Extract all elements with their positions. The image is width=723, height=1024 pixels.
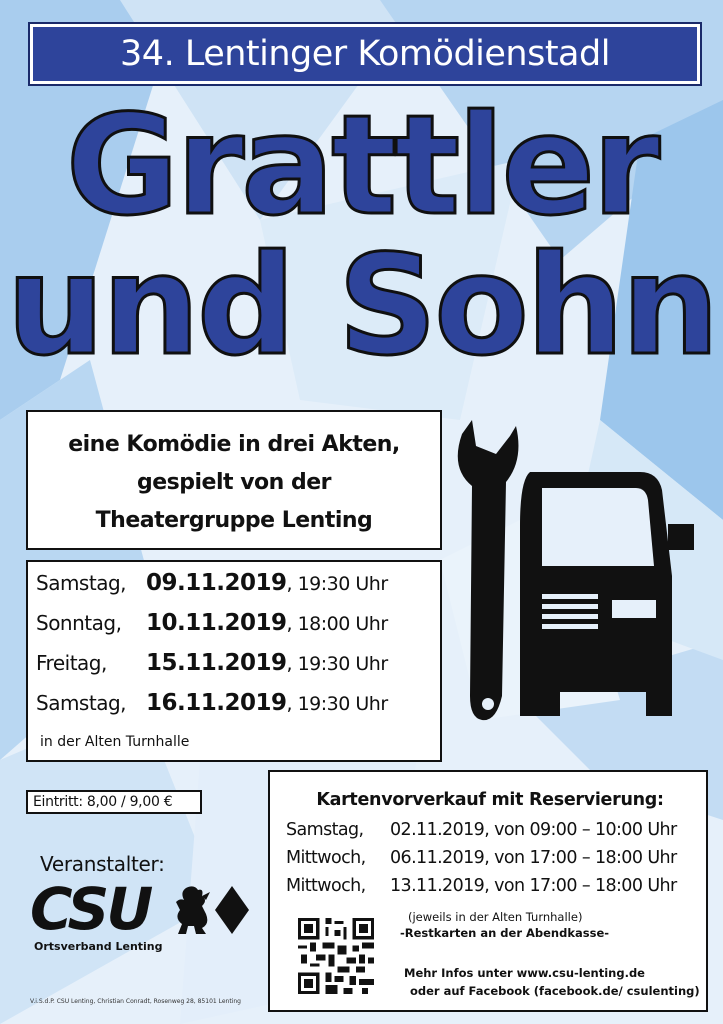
performance-dates-box [26,560,442,762]
csu-logo-text: CSU [30,875,151,943]
ticket-title: Kartenvorverkauf mit Reservierung: [316,790,664,810]
performance-time: , 18:00 Uhr [286,613,388,635]
title-line-2: und Sohn [6,225,717,386]
performance-day: Sonntag, [36,611,122,635]
entry-price: Eintritt: 8,00 / 9,00 € [26,790,202,814]
performance-date: 15.11.2019 [146,650,287,676]
performance-date: 09.11.2019 [146,570,287,596]
csu-logo [30,875,245,958]
description-box [26,410,442,550]
performance-time: , 19:30 Uhr [286,693,388,715]
performance-time: , 19:30 Uhr [286,573,388,595]
performance-date: 16.11.2019 [146,690,287,716]
ticket-day: Samstag, [286,820,364,840]
ticket-time: 13.11.2019, von 17:00 – 18:00 Uhr [390,876,677,896]
ticket-day: Mittwoch, [286,848,366,868]
venue-text: in der Alten Turnhalle [40,734,190,750]
performance-day: Samstag, [36,691,127,715]
organizer-sub: Ortsverband Lenting [34,940,163,953]
ticket-presale-box [268,770,708,1012]
ticket-time: 06.11.2019, von 17:00 – 18:00 Uhr [390,848,677,868]
lion-icon [172,884,212,936]
title-line-1: Grattler [65,85,658,246]
car-icon [520,472,694,716]
performance-row [36,570,440,610]
ticket-day: Mittwoch, [286,876,366,896]
wrench-car-illustration [450,416,700,728]
imprint-text: V.i.S.d.P. CSU Lenting, Christian Conradt, Rosenweg 28, 85101 Lenting [30,998,241,1005]
performance-time: , 19:30 Uhr [286,653,388,675]
header-banner: 34. Lentinger Komödienstadl [30,24,700,84]
ticket-time: 02.11.2019, von 09:00 – 10:00 Uhr [390,820,677,840]
qr-code-icon [298,918,374,994]
diamond-icon [215,886,249,934]
ticket-note: oder auf Facebook (facebook.de/ csulenting) [410,984,700,998]
performance-row [36,610,440,650]
performance-day: Freitag, [36,651,107,675]
description-line: eine Komödie in drei Akten, [68,432,400,457]
ticket-note: -Restkarten an der Abendkasse- [400,926,610,940]
ticket-row [286,848,706,868]
description-line: gespielt von der [137,470,331,495]
wrench-icon [458,420,519,720]
ticket-note: Mehr Infos unter www.csu-lenting.de [404,966,645,980]
description-line: Theatergruppe Lenting [95,508,373,533]
performance-day: Samstag, [36,571,127,595]
ticket-row [286,876,706,896]
organizer-label: Veranstalter: [40,852,165,876]
ticket-row [286,820,706,840]
performance-row [36,690,440,730]
performance-date: 10.11.2019 [146,610,287,636]
performance-row [36,650,440,690]
ticket-note: (jeweils in der Alten Turnhalle) [408,910,583,924]
